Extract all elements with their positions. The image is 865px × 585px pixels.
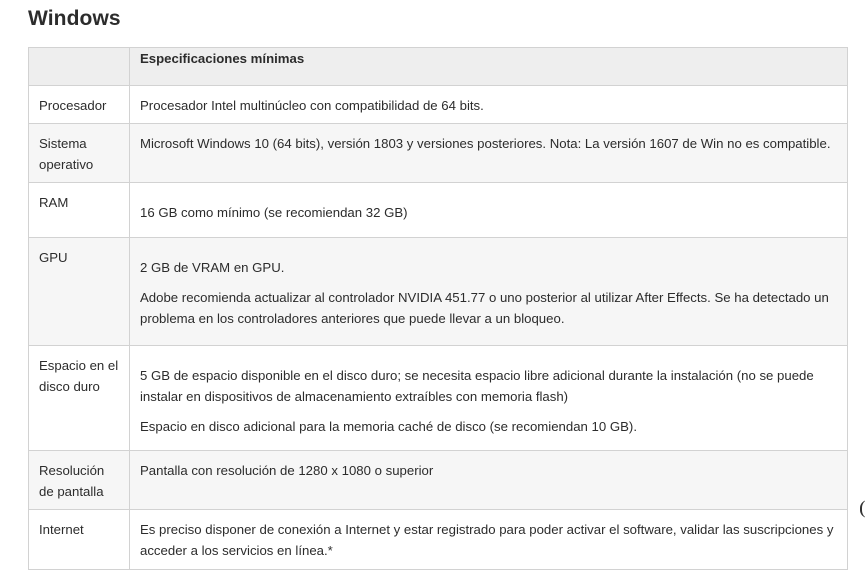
page-title: Windows [28, 7, 121, 30]
row-label-processor: Procesador [29, 86, 130, 124]
row-value-operating-system [130, 124, 848, 183]
ram-value-text: 16 GB como mínimo (se recomiendan 32 GB) [140, 205, 408, 220]
table-row-operating-system [29, 124, 848, 183]
disk-space-value-text-1: 5 GB de espacio disponible en el disco duro; se necesita espacio libre adicional durante la instalación (no se puede instalar en dispositivos de almacenamiento extraíbles con memoria flash) [140, 368, 814, 404]
screen-resolution-value-text: Pantalla con resolución de 1280 x 1080 o superior [140, 463, 434, 478]
row-label-gpu: GPU [29, 238, 130, 346]
disk-space-value-text-2: Espacio en disco adicional para la memoria caché de disco (se recomiendan 10 GB). [140, 419, 637, 434]
row-label-screen-resolution: Resolución de pantalla [29, 451, 130, 510]
table-row-ram [29, 183, 848, 238]
row-label-ram: RAM [29, 183, 130, 238]
row-label-operating-system: Sistema operativo [29, 124, 130, 183]
row-value-disk-space [130, 346, 848, 451]
table-row-gpu [29, 238, 848, 346]
system-requirements-table [28, 47, 848, 570]
row-value-ram [130, 183, 848, 238]
table-row-processor [29, 86, 848, 124]
operating-system-value-text: Microsoft Windows 10 (64 bits), versión 1803 y versiones posteriores. Nota: La versión 1607 de Win no es compatible. [140, 136, 831, 151]
gpu-value-text-1: 2 GB de VRAM en GPU. [140, 260, 285, 275]
internet-value-text: Es preciso disponer de conexión a Internet y estar registrado para poder activar el software, validar las suscripciones y acceder a los servicios en línea.* [140, 522, 834, 558]
row-label-disk-space: Espacio en el disco duro [29, 346, 130, 451]
processor-value-text: Procesador Intel multinúcleo con compatibilidad de 64 bits. [140, 98, 484, 113]
table-header-specs: Especificaciones mínimas [130, 48, 848, 86]
row-value-internet [130, 510, 848, 570]
table-row-internet [29, 510, 848, 570]
table-header-row [29, 48, 848, 86]
table-row-disk-space [29, 346, 848, 451]
edge-scroll-indicator [860, 500, 865, 518]
row-value-gpu [130, 238, 848, 346]
row-value-screen-resolution [130, 451, 848, 510]
table-row-screen-resolution [29, 451, 848, 510]
table-header-empty-cell [29, 48, 130, 86]
row-value-processor [130, 86, 848, 124]
row-label-internet: Internet [29, 510, 130, 570]
gpu-value-text-2: Adobe recomienda actualizar al controlador NVIDIA 451.77 o uno posterior al utilizar After Effects. Se ha detectado un problema en los controladores anteriores que puede llevar a un bloqueo. [140, 290, 829, 326]
